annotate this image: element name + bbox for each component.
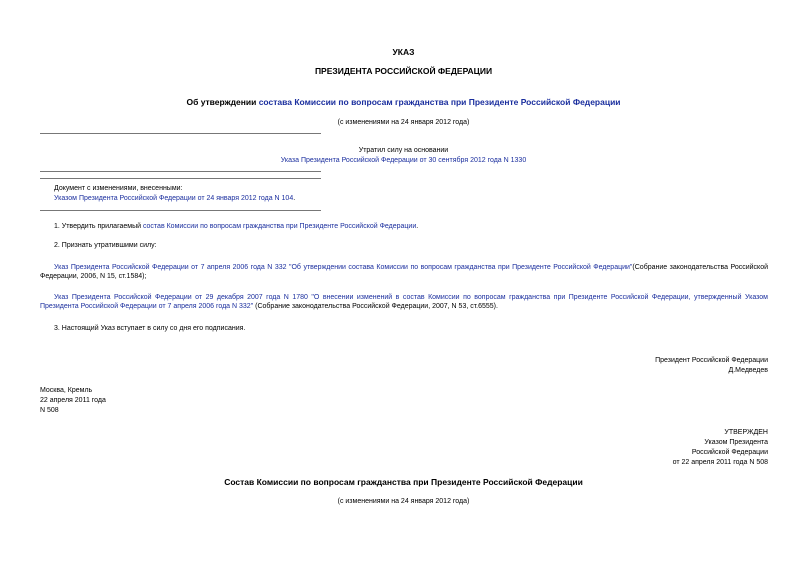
divider xyxy=(40,178,321,179)
divider xyxy=(40,133,321,134)
paragraph-1-suffix: . xyxy=(416,223,419,230)
changes-note: (с изменениями на 24 января 2012 года) xyxy=(337,119,470,126)
decree-subject xyxy=(0,97,807,107)
repealed-decree-1-link[interactable]: Указ Президента Российской Федерации от 7 апреля 2006 года N 332 "Об утверждении состава Комиссии по вопросам гражданства при Президенте Российской Федерации" xyxy=(54,264,633,271)
paragraph-1-prefix: 1. Утвердить прилагаемый xyxy=(54,223,143,230)
decree-number: N 508 xyxy=(40,407,59,414)
repealed-decree-1-source: (Собрание законодательства Российской Федерации, 2006, N 15, ст.1584); xyxy=(40,264,768,280)
approval-line-3: Российской Федерации xyxy=(691,449,768,456)
approval-line-4: от 22 апреля 2011 года N 508 xyxy=(672,459,768,466)
divider xyxy=(40,210,321,211)
repealed-decree-2-link[interactable]: Указ Президента Российской Федерации от 29 декабря 2007 года N 1780 "О внесении изменений в состав Комиссии по вопросам гражданства при Президенте Российской Федерации, утвержденный Указом Президента Российской Федерации от 7 апреля 2006 года N 332" xyxy=(40,294,768,310)
decree-subject-link[interactable]: состава Комиссии по вопросам гражданства при Президенте Российской Федерации xyxy=(258,97,621,107)
composition-link[interactable]: состав Комиссии по вопросам гражданства при Президенте Российской Федерации xyxy=(142,223,417,230)
decree-title: УКАЗ xyxy=(392,47,415,57)
signature-position: Президент Российской Федерации xyxy=(655,357,768,364)
status-text: Утратил силу на основании xyxy=(358,147,449,154)
paragraph-3: 3. Настоящий Указ вступает в силу со дня его подписания. xyxy=(54,325,246,332)
composition-changes-note: (с изменениями на 24 января 2012 года) xyxy=(337,498,470,505)
repealed-decree-1 xyxy=(40,263,768,281)
doc-changes-label: Документ с изменениями, внесенными: xyxy=(54,185,183,192)
approval-line-1: УТВЕРЖДЕН xyxy=(724,429,768,436)
amending-decree-link[interactable]: Указом Президента Российской Федерации от 24 января 2012 года N 104 xyxy=(54,195,294,202)
repealed-decree-2 xyxy=(40,293,768,311)
doc-changes-suffix: . xyxy=(293,195,296,202)
paragraph-1 xyxy=(54,222,418,231)
signature-name: Д.Медведев xyxy=(728,367,768,374)
approval-line-2: Указом Президента xyxy=(704,439,768,446)
doc-changes xyxy=(54,194,295,203)
signing-place: Москва, Кремль xyxy=(40,387,93,394)
signing-date: 22 апреля 2011 года xyxy=(40,397,106,404)
repealed-decree-2-source: (Собрание законодательства Российской Федерации, 2007, N 53, ст.6555). xyxy=(253,303,498,310)
repeal-decree-link[interactable]: Указа Президента Российской Федерации от 30 сентября 2012 года N 1330 xyxy=(280,157,527,164)
decree-issuer: ПРЕЗИДЕНТА РОССИЙСКОЙ ФЕДЕРАЦИИ xyxy=(314,66,493,76)
decree-subject-prefix: Об утверждении xyxy=(186,97,259,107)
paragraph-2: 2. Признать утратившими силу: xyxy=(54,242,157,249)
divider xyxy=(40,171,321,172)
composition-title: Состав Комиссии по вопросам гражданства при Президенте Российской Федерации xyxy=(224,477,583,487)
